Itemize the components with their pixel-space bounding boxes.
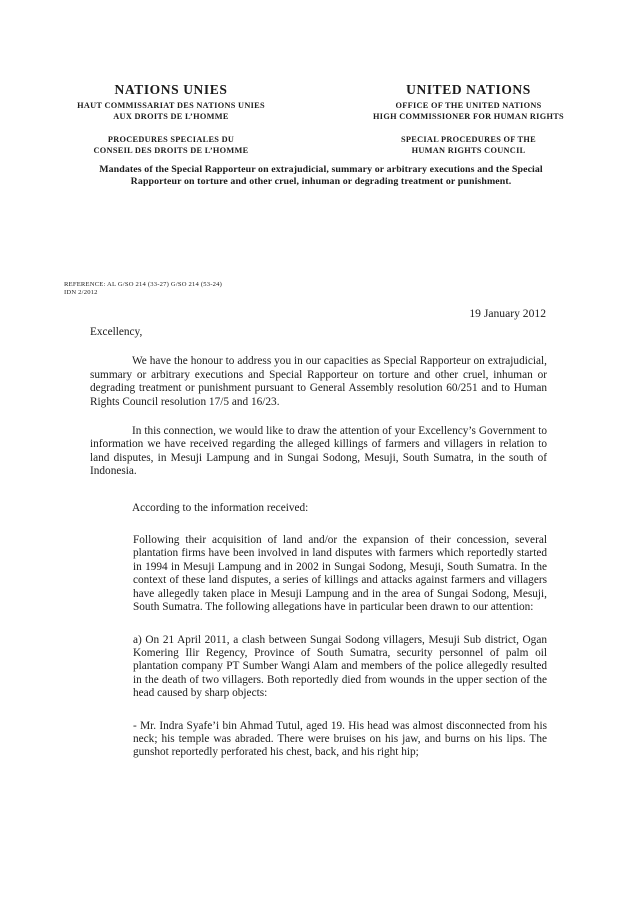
office-line1-french: HAUT COMMISSARIAT DES NATIONS UNIES bbox=[77, 101, 265, 110]
office-line2-english: HIGH COMMISSIONER FOR HUMAN RIGHTS bbox=[373, 112, 564, 121]
paragraph-information-received: According to the information received: bbox=[132, 501, 309, 514]
procedures-line2-french: CONSEIL DES DROITS DE L’HOMME bbox=[93, 146, 249, 155]
procedures-group-english bbox=[341, 134, 596, 156]
procedures-line1-french: PROCEDURES SPECIALES DU bbox=[107, 135, 235, 144]
mandate-statement: Mandates of the Special Rapporteur on extrajudicial, summary or arbitrary executions and the Special Rapporteur on torture and other cruel, inhuman or degrading treatment or punishment. bbox=[99, 164, 543, 187]
letter-body bbox=[90, 326, 547, 760]
office-line1-english: OFFICE OF THE UNITED NATIONS bbox=[395, 101, 542, 110]
paragraph-connection: In this connection, we would like to draw the attention of your Excellency’s Government to information we have received regarding the alleged killings of farmers and villagers in relation to land disputes, in Mesuji Lampung and in Sungai Sodong, Mesuji, South Sumatra, in the south of Indonesia. bbox=[90, 425, 547, 478]
procedures-line1-english: SPECIAL PROCEDURES OF THE bbox=[401, 135, 536, 144]
header-english bbox=[341, 82, 596, 156]
reference-line: REFERENCE: AL G/SO 214 (33-27) G/SO 214 (53-24) bbox=[64, 281, 223, 288]
header-french bbox=[46, 82, 296, 156]
procedures-group-french bbox=[46, 134, 296, 156]
org-name-english: UNITED NATIONS bbox=[406, 82, 531, 97]
procedures-line2-english: HUMAN RIGHTS COUNCIL bbox=[411, 146, 526, 155]
case-number: IDN 2/2012 bbox=[64, 289, 98, 296]
office-line2-french: AUX DROITS DE L’HOMME bbox=[113, 112, 229, 121]
quote-victim-indra: - Mr. Indra Syafe’i bin Ahmad Tutul, aged 19. His head was almost disconnected from his neck; his temple was abraded. There were bruises on his jaw, and burns on his lips. The gunshot reportedly perforated his chest, back, and his right hip; bbox=[133, 719, 547, 759]
reference-block bbox=[64, 281, 222, 297]
salutation: Excellency, bbox=[90, 326, 143, 338]
org-name-french: NATIONS UNIES bbox=[114, 82, 228, 97]
quote-land-disputes: Following their acquisition of land and/or the expansion of their concession, several plantation firms have been involved in land disputes with farmers which reportedly started in 1994 in Mesuji Lampung and in 2002 in Sungai Sodong, Mesuji, South Sumatra. In the context of these land disputes, a series of killings and attacks against farmers and villagers have allegedly taken place in Mesuji Lampung and in the area of Sungai Sodong, Mesuji, South Sumatra. The following allegations have in particular been drawn to our attention: bbox=[133, 534, 547, 614]
letter-date: 19 January 2012 bbox=[469, 307, 546, 320]
quote-allegation-a: a) On 21 April 2011, a clash between Sungai Sodong villagers, Mesuji Sub district, Ogan Komering Ilir Regency, Province of South Sumatra, security personnel of palm oil plantation company PT Sumber Wangi Alam and members of the police allegedly resulted in the death of two villagers. Both reportedly died from wounds in the upper section of the head caused by sharp objects: bbox=[133, 633, 547, 700]
paragraph-capacities: We have the honour to address you in our capacities as Special Rapporteur on extrajudicial, summary or arbitrary executions and Special Rapporteur on torture and other cruel, inhuman or degrading treatment or punishment pursuant to General Assembly resolution 60/251 and to Human Rights Council resolution 17/5 and 16/23. bbox=[90, 355, 547, 408]
